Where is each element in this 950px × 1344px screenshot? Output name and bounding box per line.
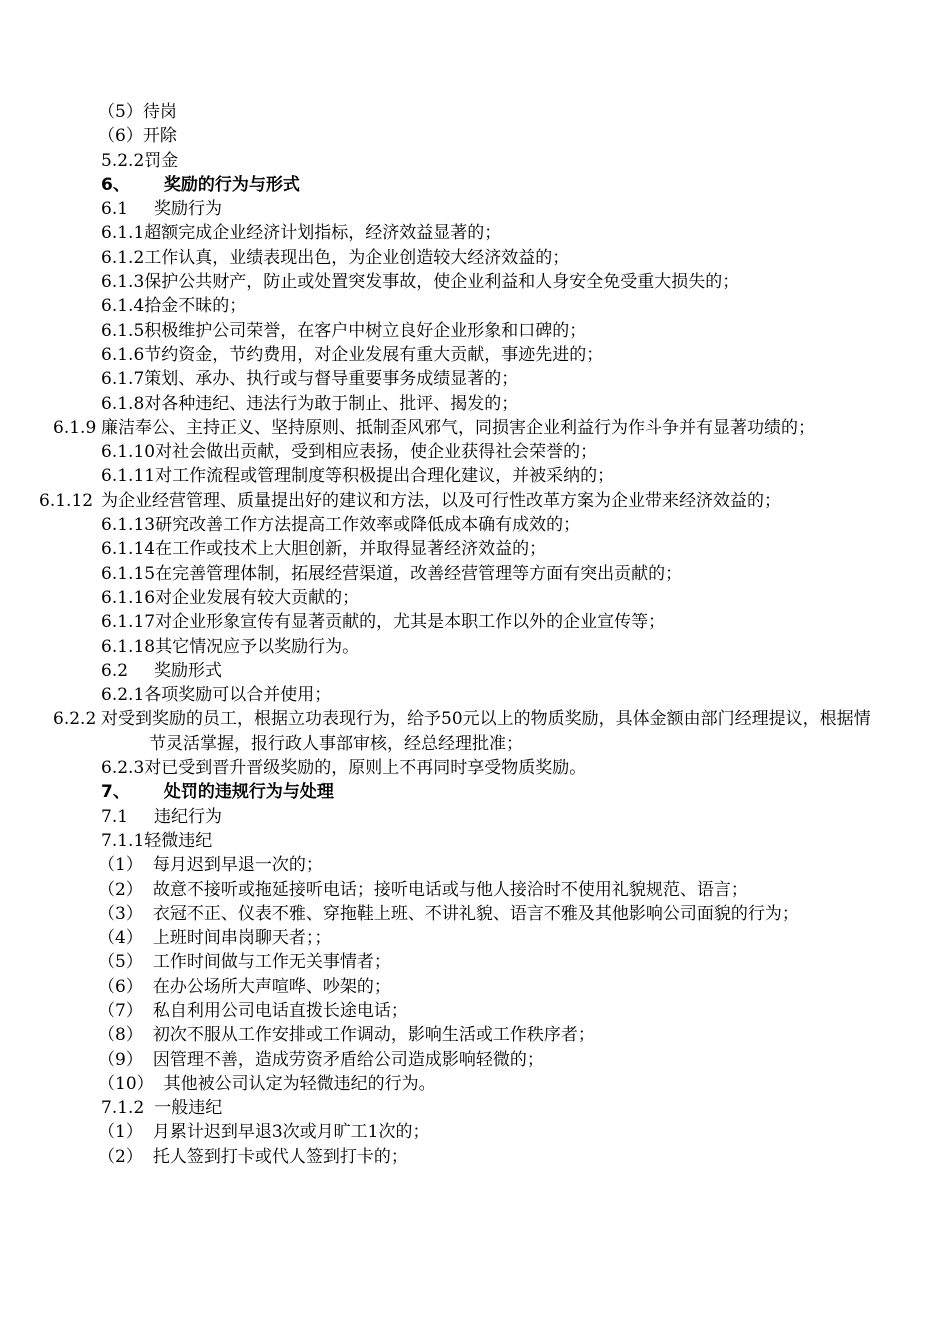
item-number: （4）: [98, 928, 143, 949]
list-item: [101, 319, 881, 343]
item-number: （2）: [98, 1146, 143, 1167]
list-item: [101, 246, 881, 270]
list-item: [98, 1048, 881, 1072]
list-item: [101, 586, 881, 610]
list-item: [101, 683, 881, 707]
item-number: （6）: [98, 976, 143, 997]
item-number: （9）: [98, 1049, 143, 1070]
subsection-heading: [101, 829, 881, 853]
item-text: 工作时间做与工作无关事情者；: [152, 952, 391, 973]
item-number: （8）: [98, 1025, 143, 1046]
item-number: 6.2.3: [101, 758, 145, 779]
item-number: （5）: [98, 102, 143, 122]
item-text: 工作认真，业绩表现出色，为企业创造较大经济效益的；: [144, 247, 570, 268]
item-text: 各项奖励可以合并使用；: [144, 685, 332, 706]
list-item: [101, 440, 881, 464]
item-text: 罚金: [144, 150, 179, 171]
item-text: 为企业经营管理、质量提出好的建议和方法，以及可行性改革方案为企业带来经济效益的；: [101, 490, 781, 511]
list-item: [98, 975, 881, 999]
item-number: （2）: [98, 879, 143, 900]
list-item: [98, 1072, 881, 1096]
heading-text: 处罚的违规行为与处理: [163, 782, 334, 803]
heading-number: 7、: [101, 782, 130, 803]
item-text: 超额完成企业经济计划指标，经济效益显著的；: [144, 223, 502, 244]
heading-text: 奖励形式: [154, 660, 223, 681]
item-number: 6.1.6: [101, 344, 145, 365]
item-number: 6.1.5: [101, 320, 145, 341]
item-number: 6.1.11: [101, 466, 156, 487]
subsection-heading: [101, 805, 881, 829]
item-text: 对工作流程或管理制度等积极提出合理化建议，并被采纳的；: [155, 466, 615, 487]
item-text: 对受到奖励的员工，根据立功表现行为，给予50元以上的物质奖励，具体金额由部门经理提议，根据情节灵活掌握，报行政人事部审核，经总经理批准；: [101, 709, 871, 754]
list-item: [101, 537, 881, 561]
item-number: （10）: [98, 1073, 154, 1094]
list-item: [101, 221, 881, 245]
item-text: 对企业形象宣传有显著贡献的，尤其是本职工作以外的企业宣传等；: [155, 612, 666, 633]
item-text: 研究改善工作方法提高工作效率或降低成本确有成效的；: [155, 515, 581, 536]
item-text: 在完善管理体制，拓展经营渠道，改善经营管理等方面有突出贡献的；: [155, 563, 683, 584]
item-text: 初次不服从工作安排或工作调动，影响生活或工作秩序者；: [152, 1025, 595, 1046]
item-number: （3）: [98, 903, 143, 924]
list-item: [98, 902, 881, 926]
heading-text: 一般违纪: [154, 1098, 223, 1119]
list-item: [101, 343, 881, 367]
section-heading: [101, 780, 881, 804]
item-number: 6.1.8: [101, 393, 145, 414]
heading-text: 轻微违纪: [144, 830, 213, 851]
list-item: [101, 464, 881, 488]
item-text: 私自利用公司电话直拨长途电话；: [152, 1000, 408, 1021]
item-number: 6.1.7: [101, 369, 145, 390]
item-text: 策划、承办、执行或与督导重要事务成绩显著的；: [144, 369, 519, 390]
item-text: 月累计迟到早退3次或月旷工1次的；: [152, 1122, 430, 1143]
item-text: 对已受到晋升晋级奖励的，原则上不再同时享受物质奖励。: [144, 758, 587, 779]
item-text: 节约资金，节约费用，对企业发展有重大贡献，事迹先进的；: [144, 344, 604, 365]
heading-number: 7.1.1: [101, 830, 145, 851]
list-item: [98, 878, 881, 902]
document-body: [39, 100, 881, 1169]
heading-text: 违纪行为: [154, 806, 223, 827]
item-text: 其它情况应予以奖励行为。: [155, 636, 360, 657]
list-item: [101, 562, 881, 586]
item-number: 5.2.2: [101, 150, 145, 171]
heading-text: 奖励行为: [154, 199, 223, 220]
item-number: 6.1.10: [101, 442, 156, 463]
list-item: [101, 513, 881, 537]
item-number: 6.1.2: [101, 247, 145, 268]
item-text: 在办公场所大声喧哗、吵架的；: [152, 976, 391, 997]
section-heading: [101, 173, 881, 197]
list-item: 6.2.2 对受到奖励的员工，根据立功表现行为，给予50元以上的物质奖励，具体金额由部门经理提议，根据情节灵活掌握，报行政人事部审核，经总经理批准；: [53, 709, 871, 754]
heading-number: 6.2: [101, 660, 129, 681]
item-number: （5）: [98, 952, 143, 973]
heading-number: 6、: [101, 174, 130, 195]
list-item: [98, 999, 881, 1023]
item-number: 6.1.16: [101, 587, 156, 608]
item-text: 每月迟到早退一次的；: [152, 855, 323, 876]
item-text: 对各种违纪、违法行为敢于制止、批评、揭发的；: [144, 393, 519, 414]
item-text: 廉洁奉公、主持正义、坚持原则、抵制歪风邪气，同损害企业利益行为作斗争并有显著功绩的；: [101, 417, 815, 438]
list-item: [98, 1023, 881, 1047]
subsection-heading: [101, 1096, 881, 1120]
list-item: [98, 950, 881, 974]
list-item: [101, 149, 881, 173]
item-text: 拾金不昧的；: [144, 296, 247, 317]
heading-number: 7.1: [101, 806, 129, 827]
item-text: 托人签到打卡或代人签到打卡的；: [152, 1146, 408, 1167]
item-text: 对社会做出贡献，受到相应表扬，使企业获得社会荣誉的；: [155, 442, 598, 463]
list-item: [101, 270, 881, 294]
heading-number: 6.1: [101, 199, 129, 220]
item-text: 保护公共财产，防止或处置突发事故，使企业利益和人身安全免受重大损失的；: [144, 272, 740, 293]
item-text: 其他被公司认定为轻微违纪的行为。: [163, 1073, 436, 1094]
item-text: 衣冠不正、仪表不雅、穿拖鞋上班、不讲礼貌、语言不雅及其他影响公司面貌的行为；: [152, 903, 799, 924]
item-text: 积极维护公司荣誉，在客户中树立良好企业形象和口碑的；: [144, 320, 587, 341]
list-item: [98, 100, 881, 124]
item-text: 开除: [142, 126, 177, 147]
heading-text: 奖励的行为与形式: [163, 174, 300, 195]
item-text: 在工作或技术上大胆创新，并取得显著经济效益的；: [155, 539, 547, 560]
item-number: 6.1.1: [101, 223, 145, 244]
item-number: （1）: [98, 855, 143, 876]
item-number: 6.1.14: [101, 539, 156, 560]
list-item: [101, 294, 881, 318]
list-item: [101, 635, 881, 659]
item-number: 6.1.15: [101, 563, 156, 584]
list-item: [98, 124, 881, 148]
item-number: 6.1.17: [101, 612, 156, 633]
item-text: 故意不接听或拖延接听电话；接听电话或与他人接洽时不使用礼貌规范、语言；: [152, 879, 748, 900]
item-number: 6.2.1: [101, 685, 145, 706]
item-text: 待岗: [142, 102, 177, 122]
list-item: 6.1.9 廉洁奉公、主持正义、坚持原则、抵制歪风邪气，同损害企业利益行为作斗争并有显著功绩的；: [53, 417, 815, 438]
item-number: 6.1.4: [101, 296, 145, 317]
item-number: 6.1.3: [101, 272, 145, 293]
item-number: 6.1.18: [101, 636, 156, 657]
list-item: 6.1.12 为企业经营管理、质量提出好的建议和方法，以及可行性改革方案为企业带来经济效益的；: [39, 490, 781, 511]
heading-number: 7.1.2: [101, 1098, 145, 1119]
subsection-heading: [101, 197, 881, 221]
item-text: 对企业发展有较大贡献的；: [155, 587, 360, 608]
list-item: [98, 1120, 881, 1144]
item-text: 因管理不善，造成劳资矛盾给公司造成影响轻微的；: [152, 1049, 544, 1070]
item-number: （7）: [98, 1000, 143, 1021]
item-number: （6）: [98, 126, 143, 147]
list-item: [101, 367, 881, 391]
item-number: 6.1.13: [101, 515, 156, 536]
item-number: （1）: [98, 1122, 143, 1143]
subsection-heading: [101, 659, 881, 683]
list-item: [98, 1145, 881, 1169]
list-item: [101, 610, 881, 634]
list-item: [98, 853, 881, 877]
list-item: [101, 392, 881, 416]
list-item: [101, 756, 881, 780]
item-text: 上班时间串岗聊天者；；: [152, 928, 332, 949]
list-item: [98, 926, 881, 950]
